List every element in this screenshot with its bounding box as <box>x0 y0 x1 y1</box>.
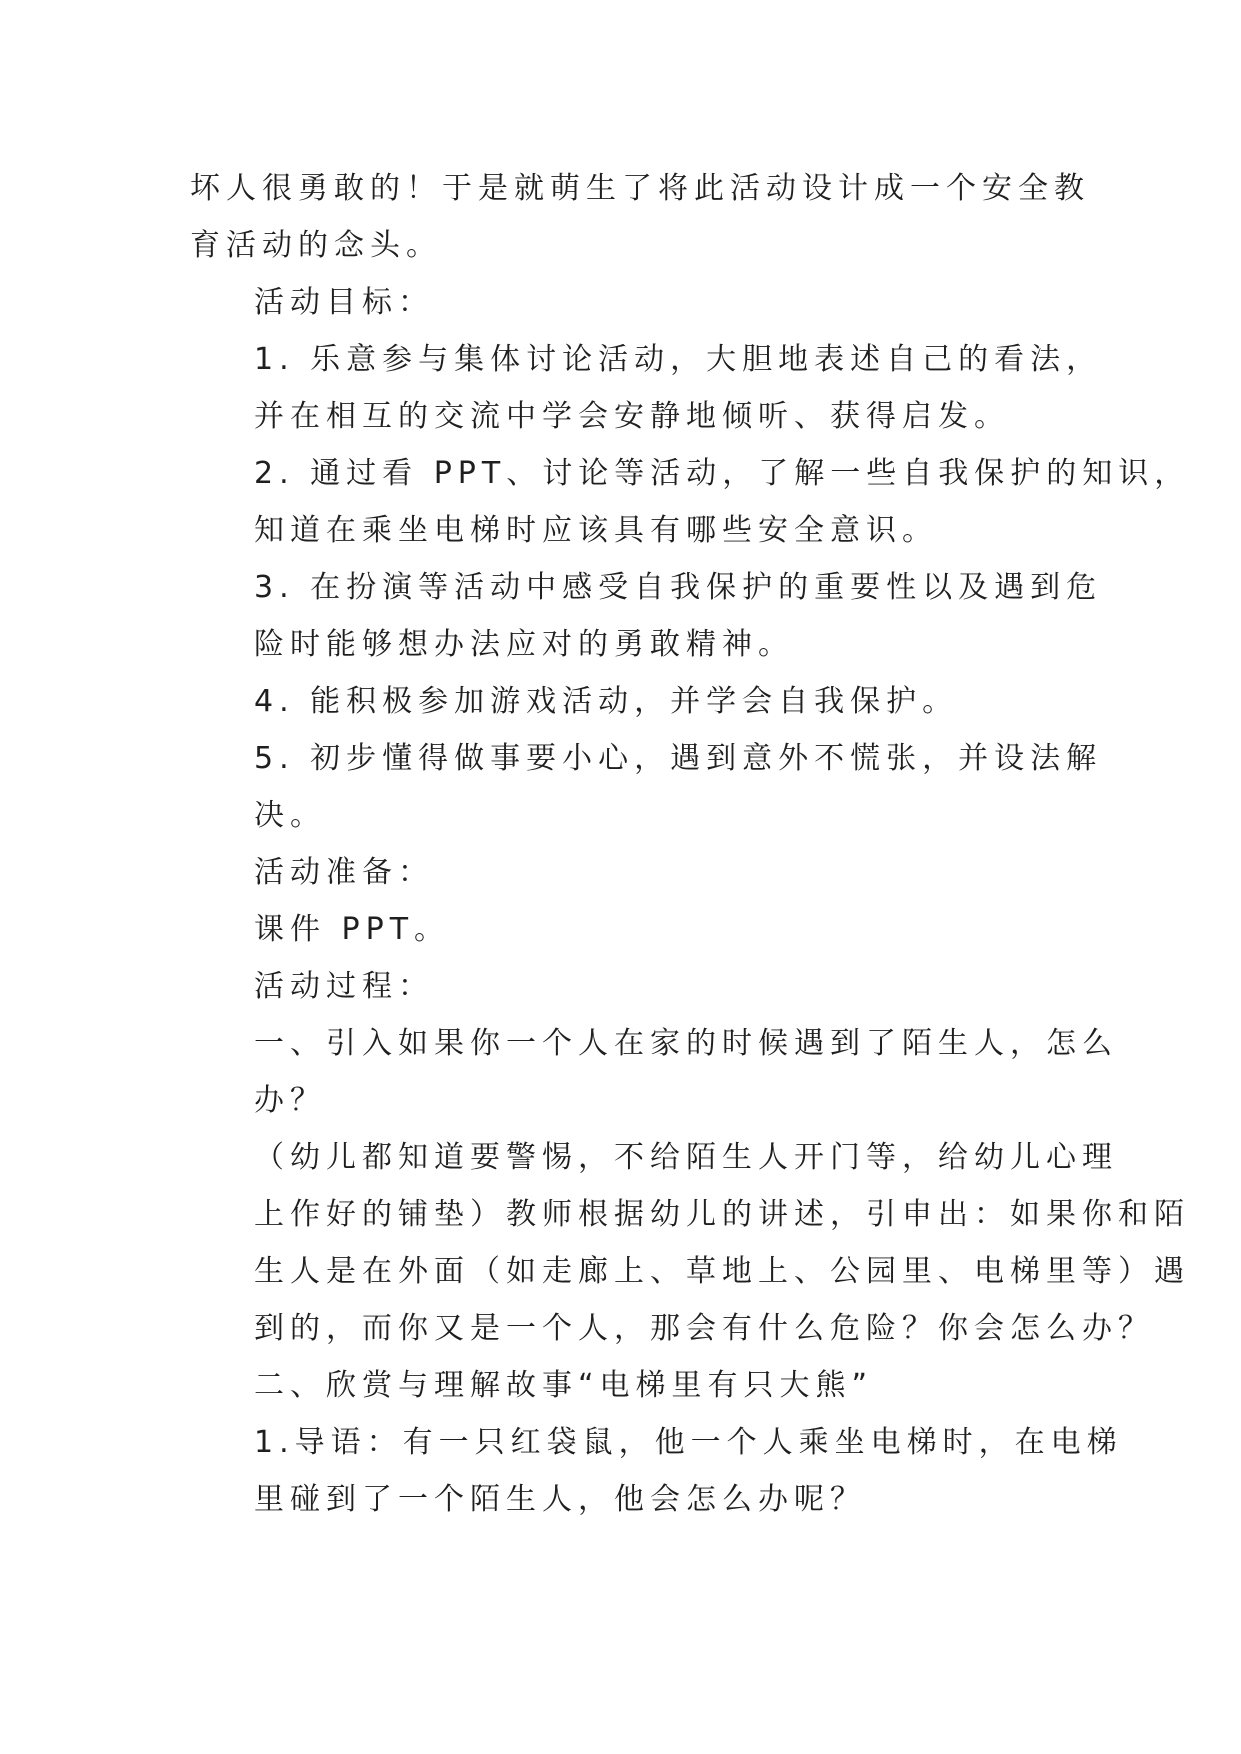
text-line: 险时能够想办法应对的勇敢精神。 <box>254 627 794 662</box>
text-line: 活动准备： <box>254 855 434 890</box>
text-line: 生人是在外面（如走廊上、草地上、公园里、电梯里等）遇 <box>254 1254 1190 1289</box>
paragraph <box>190 445 1191 559</box>
paragraph <box>190 730 1103 844</box>
text-line: 二、欣赏与理解故事“电梯里有只大熊” <box>254 1368 874 1403</box>
text-line: 里碰到了一个陌生人，他会怎么办呢？ <box>254 1482 866 1517</box>
paragraph <box>190 1015 1118 1129</box>
text-line: 2. 通过看 PPT、讨论等活动，了解一些自我保护的知识， <box>254 456 1191 491</box>
paragraph <box>190 559 1103 673</box>
text-line: 上作好的铺垫）教师根据幼儿的讲述，引申出：如果你和陌 <box>254 1197 1190 1232</box>
paragraph <box>190 274 1050 331</box>
text-line: 5. 初步懂得做事要小心，遇到意外不慌张，并设法解 <box>254 741 1103 776</box>
text-line: 活动过程： <box>254 969 434 1004</box>
paragraph <box>190 901 1050 958</box>
text-line: 活动目标： <box>254 285 434 320</box>
text-line: 4. 能积极参加游戏活动，并学会自我保护。 <box>254 684 959 719</box>
text-line: 一、引入如果你一个人在家的时候遇到了陌生人，怎么 <box>254 1026 1118 1061</box>
text-line: 1.导语：有一只红袋鼠，他一个人乘坐电梯时，在电梯 <box>254 1425 1123 1460</box>
text-line: 3. 在扮演等活动中感受自我保护的重要性以及遇到危 <box>254 570 1103 605</box>
text-line: 并在相互的交流中学会安静地倾听、获得启发。 <box>254 399 1010 434</box>
text-line: 课件 PPT。 <box>254 912 451 947</box>
text-line: 育活动的念头。 <box>190 228 442 263</box>
paragraph <box>190 331 1103 445</box>
paragraph <box>190 673 1050 730</box>
text-line: 1. 乐意参与集体讨论活动，大胆地表述自己的看法， <box>254 342 1103 377</box>
text-line: （幼儿都知道要警惕，不给陌生人开门等，给幼儿心理 <box>254 1140 1118 1175</box>
text-line: 决。 <box>254 798 326 833</box>
text-line: 到的，而你又是一个人，那会有什么危险？你会怎么办？ <box>254 1311 1154 1346</box>
text-line: 知道在乘坐电梯时应该具有哪些安全意识。 <box>254 513 938 548</box>
paragraph <box>190 1129 1190 1357</box>
text-line: 坏人很勇敢的！于是就萌生了将此活动设计成一个安全教 <box>190 171 1090 206</box>
paragraph <box>190 844 1050 901</box>
paragraph <box>190 1414 1123 1528</box>
document-body <box>190 160 1191 1528</box>
paragraph <box>190 1357 1050 1414</box>
text-line: 办？ <box>254 1083 326 1118</box>
paragraph <box>190 160 1090 274</box>
paragraph <box>190 958 1050 1015</box>
